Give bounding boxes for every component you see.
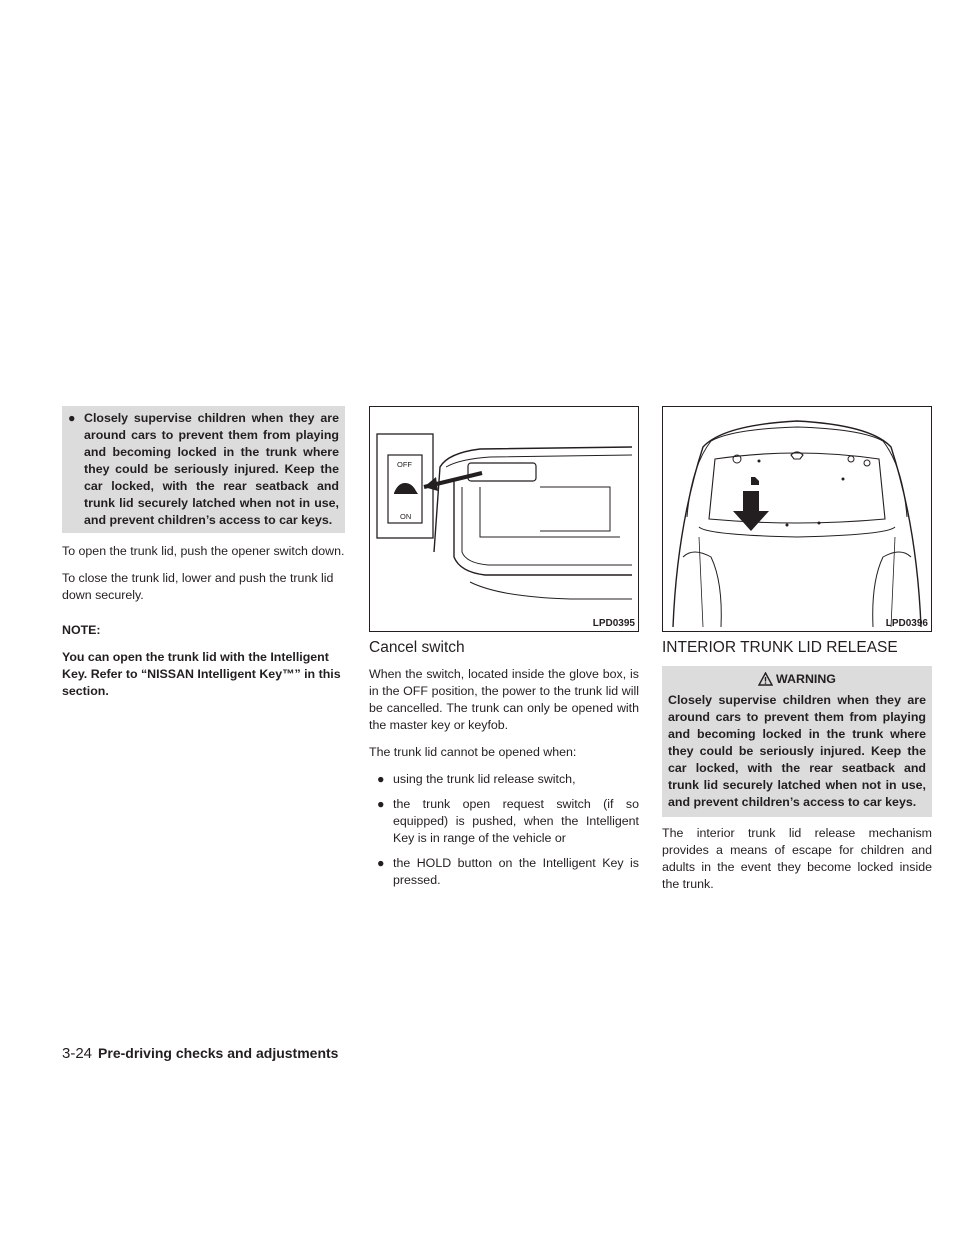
column-left — [62, 406, 345, 710]
trunk-lid-illustration — [663, 407, 931, 631]
column-middle — [369, 406, 639, 897]
figure-interior-trunk-release — [662, 406, 932, 632]
page-number: 3-24 — [62, 1045, 93, 1062]
page-footer — [62, 1045, 338, 1062]
trunk-car-icon — [394, 483, 418, 494]
warning-text: Closely supervise children when they are around cars to prevent them from playing and becoming locked in the trunk where they could be seriously injured. Keep the car locked, with the rear seatback and trunk lid securely latched when not in use, and prevent children’s access to car keys. — [668, 693, 926, 809]
switch-off-label: OFF — [397, 460, 412, 469]
paragraph-cancel-description: When the switch, located inside the glove box, is in the OFF position, the power to the trunk lid will be cancelled. The trunk can only be opened with the master key or keyfob. — [369, 667, 639, 732]
warning-title: WARNING — [776, 672, 836, 686]
warning-box — [662, 666, 932, 817]
figure-cancel-switch — [369, 406, 639, 632]
note-label: NOTE: — [62, 623, 101, 637]
bullet-icon: ● — [68, 411, 76, 425]
warning-bullet-text: Closely supervise children when they are around cars to prevent them from playing and becoming locked in the trunk where they could be seriously injured. Keep the car locked, with the rear seatback and trunk lid securely latched when not in use, and prevent children’s access to car keys. — [84, 411, 339, 527]
paragraph-cannot-open: The trunk lid cannot be opened when: — [369, 745, 577, 759]
figure-code-label: LPD0395 — [592, 618, 635, 629]
warning-bullet-item — [68, 410, 339, 529]
list-item: ● using the trunk lid release switch, — [377, 772, 576, 786]
paragraph-release-mechanism: The interior trunk lid release mechanism provides a means of escape for children and adults in the event they become locked inside the trunk. — [662, 826, 932, 891]
heading-cancel-switch: Cancel switch — [369, 639, 465, 656]
warning-header — [662, 666, 932, 692]
note-text: You can open the trunk lid with the Intelligent Key. Refer to “NISSAN Intelligent Key™” in this section. — [62, 650, 341, 698]
paragraph-close-trunk: To close the trunk lid, lower and push the trunk lid down securely. — [62, 571, 334, 602]
warning-triangle-icon — [758, 672, 773, 686]
bullet-icon: ● — [377, 772, 385, 786]
column-right — [662, 406, 932, 903]
heading-interior-trunk-release: INTERIOR TRUNK LID RELEASE — [662, 639, 898, 656]
list-item: ● the trunk open request switch (if so equipped) is pushed, when the Intelligent Key is in range of the vehicle or — [377, 797, 639, 845]
glove-box-illustration — [370, 407, 638, 631]
list-item: ● the HOLD button on the Intelligent Key is pressed. — [377, 856, 639, 887]
warning-callout — [62, 406, 345, 533]
bullet-icon: ● — [377, 797, 385, 811]
figure-code-label: LPD0396 — [885, 618, 928, 629]
paragraph-open-trunk: To open the trunk lid, push the opener switch down. — [62, 544, 345, 558]
cannot-open-list — [369, 771, 639, 889]
bullet-icon: ● — [377, 856, 385, 870]
section-title: Pre-driving checks and adjustments — [98, 1045, 339, 1061]
switch-on-label: ON — [400, 512, 412, 521]
